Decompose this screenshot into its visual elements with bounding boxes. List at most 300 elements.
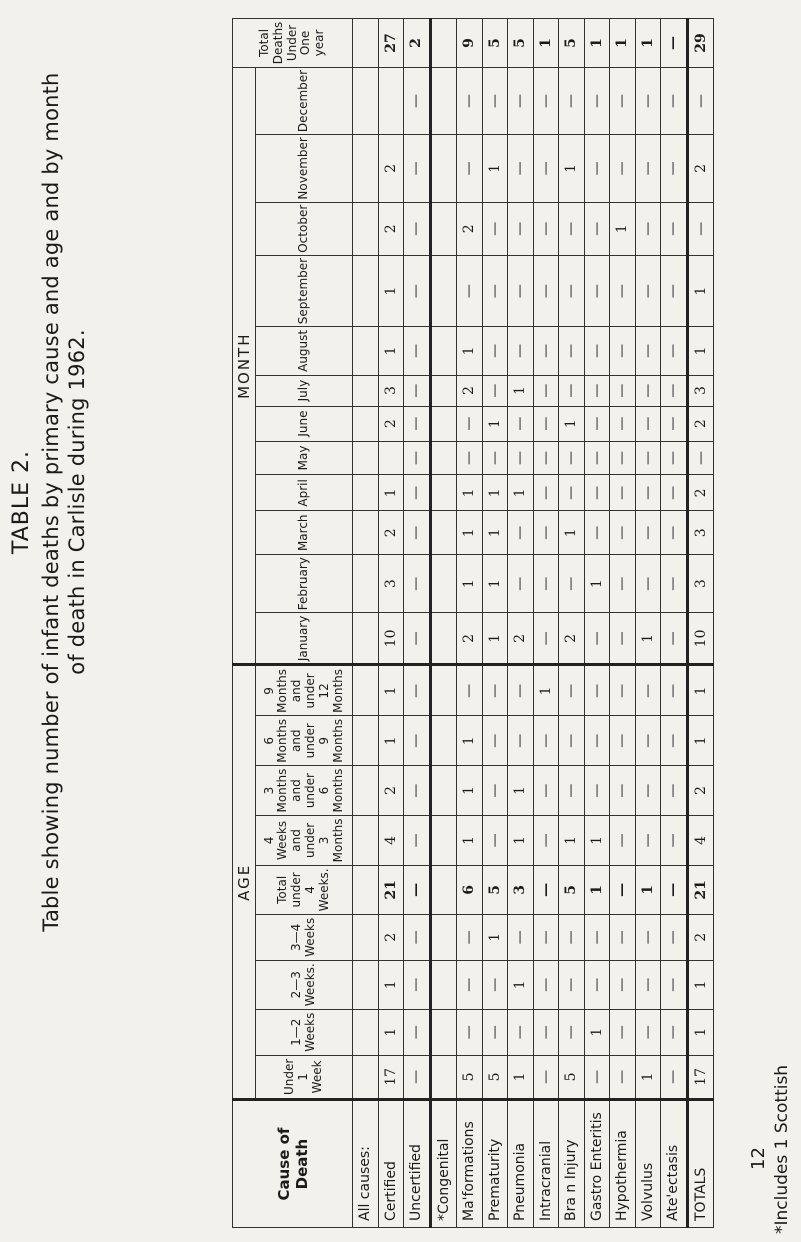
age-value-cell	[353, 816, 379, 866]
month-value-cell: —	[533, 327, 559, 375]
month-value-cell	[430, 613, 457, 665]
month-value-cell: 1	[508, 375, 534, 406]
age-column-header: 3—4 Weeks	[256, 914, 353, 960]
age-value-cell: —	[661, 1055, 688, 1100]
month-value-cell: —	[533, 555, 559, 613]
month-value-cell: 1	[482, 406, 508, 441]
total-value-cell	[430, 19, 457, 68]
column-header-row	[256, 19, 353, 1228]
age-value-cell: 1	[687, 665, 714, 716]
age-value-cell: —	[404, 816, 431, 866]
age-value-cell: —	[610, 1009, 636, 1055]
month-value-cell	[430, 135, 457, 202]
month-value-cell	[430, 511, 457, 555]
age-value-cell: —	[482, 816, 508, 866]
age-value-cell: 3	[508, 865, 534, 914]
month-value-cell: —	[635, 135, 661, 202]
age-column-header: 4 Weeks and under 3 Months	[256, 816, 353, 866]
age-value-cell: —	[559, 766, 585, 816]
age-value-cell: —	[661, 960, 688, 1009]
cause-header: Cause of Death	[233, 1100, 353, 1228]
age-value-cell: 1	[457, 716, 483, 766]
month-value-cell: —	[661, 475, 688, 511]
month-value-cell: —	[610, 511, 636, 555]
age-column-header: 9 Months and under 12 Months	[256, 665, 353, 716]
month-value-cell: —	[635, 67, 661, 134]
month-value-cell: —	[559, 441, 585, 475]
age-value-cell: 6	[457, 865, 483, 914]
footnote: *Includes 1 Scottish	[772, 1064, 792, 1234]
age-value-cell: 1	[584, 1009, 610, 1055]
age-value-cell	[353, 960, 379, 1009]
month-value-cell: —	[661, 67, 688, 134]
age-value-cell: —	[610, 716, 636, 766]
month-value-cell: —	[661, 327, 688, 375]
month-value-cell: —	[635, 406, 661, 441]
age-value-cell: —	[661, 1009, 688, 1055]
cause-cell: Ma'formations	[457, 1100, 483, 1228]
month-value-cell	[353, 67, 379, 134]
total-value-cell: —	[661, 19, 688, 68]
month-column-header: May	[256, 441, 353, 475]
month-value-cell: 1	[559, 406, 585, 441]
age-value-cell: —	[610, 865, 636, 914]
month-value-cell: —	[661, 375, 688, 406]
month-value-cell: —	[610, 327, 636, 375]
age-value-cell: 5	[482, 1055, 508, 1100]
cause-cell: All causes:	[353, 1100, 379, 1228]
month-value-cell: —	[404, 255, 431, 326]
age-value-cell: —	[404, 960, 431, 1009]
month-value-cell: 2	[457, 375, 483, 406]
age-value-cell: —	[661, 865, 688, 914]
age-value-cell: —	[533, 766, 559, 816]
age-value-cell: 17	[378, 1055, 404, 1100]
table-row	[404, 19, 431, 1228]
age-value-cell: 1	[378, 1009, 404, 1055]
month-value-cell	[353, 441, 379, 475]
age-value-cell: —	[457, 960, 483, 1009]
age-value-cell: 17	[687, 1055, 714, 1100]
age-value-cell: —	[533, 914, 559, 960]
month-value-cell: —	[584, 202, 610, 255]
cause-cell: Certified	[378, 1100, 404, 1228]
total-header: Total Deaths Under One year	[233, 19, 353, 68]
month-value-cell: 1	[482, 475, 508, 511]
month-value-cell: —	[559, 375, 585, 406]
age-value-cell: —	[559, 1009, 585, 1055]
age-column-header: 3 Months and under 6 Months	[256, 766, 353, 816]
month-value-cell: —	[404, 441, 431, 475]
age-value-cell	[353, 865, 379, 914]
month-value-cell: —	[635, 555, 661, 613]
month-column-header: December	[256, 67, 353, 134]
month-column-header: January	[256, 613, 353, 665]
month-value-cell: 3	[687, 511, 714, 555]
age-value-cell	[353, 766, 379, 816]
month-value-cell: 1	[457, 511, 483, 555]
month-value-cell	[378, 441, 404, 475]
month-value-cell: —	[584, 135, 610, 202]
age-value-cell: —	[508, 914, 534, 960]
month-value-cell: —	[508, 511, 534, 555]
month-value-cell: —	[533, 375, 559, 406]
age-value-cell: —	[482, 1009, 508, 1055]
age-value-cell: —	[584, 716, 610, 766]
age-value-cell: 2	[378, 766, 404, 816]
age-value-cell: —	[635, 914, 661, 960]
cause-cell: Hypothermia	[610, 1100, 636, 1228]
age-value-cell	[353, 665, 379, 716]
month-value-cell: —	[559, 255, 585, 326]
age-value-cell: 1	[635, 1055, 661, 1100]
age-value-cell	[430, 1055, 457, 1100]
table-caption	[8, 62, 90, 942]
month-value-cell	[353, 613, 379, 665]
month-value-cell	[430, 375, 457, 406]
month-value-cell: —	[635, 475, 661, 511]
month-value-cell: —	[610, 255, 636, 326]
table-row	[430, 19, 457, 1228]
age-value-cell: 1	[687, 1009, 714, 1055]
age-value-cell: —	[508, 716, 534, 766]
total-value-cell: 1	[610, 19, 636, 68]
age-value-cell: 2	[687, 914, 714, 960]
table-row	[559, 19, 585, 1228]
total-value-cell: 2	[404, 19, 431, 68]
month-value-cell: —	[457, 67, 483, 134]
month-value-cell: 1	[457, 327, 483, 375]
age-value-cell	[353, 1009, 379, 1055]
month-value-cell: —	[404, 406, 431, 441]
month-value-cell: —	[635, 441, 661, 475]
age-value-cell: —	[404, 766, 431, 816]
month-value-cell: —	[457, 441, 483, 475]
age-value-cell: 1	[482, 914, 508, 960]
month-value-cell: —	[661, 255, 688, 326]
age-value-cell: 1	[533, 665, 559, 716]
table-row	[533, 19, 559, 1228]
age-value-cell: 5	[559, 865, 585, 914]
month-value-cell: —	[635, 327, 661, 375]
month-value-cell: —	[635, 255, 661, 326]
month-value-cell: —	[404, 555, 431, 613]
month-group-header: MONTH	[233, 67, 256, 665]
month-value-cell: 2	[508, 613, 534, 665]
total-value-cell: 9	[457, 19, 483, 68]
age-value-cell: 1	[687, 960, 714, 1009]
month-value-cell: —	[533, 135, 559, 202]
month-value-cell: —	[584, 406, 610, 441]
cause-cell: Ate'ectasis	[661, 1100, 688, 1228]
month-value-cell: —	[584, 475, 610, 511]
age-value-cell: —	[508, 665, 534, 716]
month-value-cell: 10	[687, 613, 714, 665]
infant-deaths-table	[232, 18, 714, 1228]
month-value-cell: —	[457, 406, 483, 441]
age-value-cell: 5	[559, 1055, 585, 1100]
month-value-cell: —	[610, 67, 636, 134]
month-value-cell: 2	[559, 613, 585, 665]
month-column-header: June	[256, 406, 353, 441]
age-value-cell: —	[661, 914, 688, 960]
month-value-cell: —	[584, 511, 610, 555]
age-value-cell: —	[482, 960, 508, 1009]
month-value-cell: 1	[610, 202, 636, 255]
age-value-cell: —	[533, 816, 559, 866]
month-value-cell: —	[635, 202, 661, 255]
age-value-cell: 1	[378, 960, 404, 1009]
month-value-cell	[430, 327, 457, 375]
month-value-cell: —	[661, 555, 688, 613]
age-value-cell: —	[482, 665, 508, 716]
cause-cell: Uncertified	[404, 1100, 431, 1228]
age-value-cell: 1	[584, 865, 610, 914]
table-row	[661, 19, 688, 1228]
age-value-cell: 2	[378, 914, 404, 960]
age-value-cell: 1	[559, 816, 585, 866]
month-value-cell: —	[457, 135, 483, 202]
month-value-cell: 1	[482, 511, 508, 555]
month-value-cell: 2	[457, 202, 483, 255]
month-value-cell: —	[635, 511, 661, 555]
month-value-cell: 2	[687, 135, 714, 202]
month-column-header: March	[256, 511, 353, 555]
age-value-cell: —	[404, 1055, 431, 1100]
age-value-cell: —	[533, 960, 559, 1009]
month-value-cell: —	[610, 475, 636, 511]
age-value-cell: 4	[378, 816, 404, 866]
month-value-cell: —	[661, 511, 688, 555]
age-value-cell: —	[404, 865, 431, 914]
month-value-cell: 1	[482, 135, 508, 202]
age-value-cell: —	[610, 914, 636, 960]
month-value-cell: —	[533, 613, 559, 665]
month-value-cell: 1	[378, 327, 404, 375]
table-number: TABLE 2.	[9, 450, 34, 555]
month-value-cell: 2	[687, 475, 714, 511]
month-value-cell: —	[404, 613, 431, 665]
total-value-cell: 5	[559, 19, 585, 68]
month-value-cell	[353, 255, 379, 326]
month-value-cell: —	[533, 441, 559, 475]
month-value-cell: 2	[378, 511, 404, 555]
month-value-cell: —	[610, 375, 636, 406]
table-row	[457, 19, 483, 1228]
month-value-cell: 1	[508, 475, 534, 511]
cause-cell: *Congenital	[430, 1100, 457, 1228]
age-value-cell: —	[482, 716, 508, 766]
month-value-cell: 3	[687, 555, 714, 613]
month-column-header: April	[256, 475, 353, 511]
month-column-header: February	[256, 555, 353, 613]
total-value-cell: 1	[635, 19, 661, 68]
month-value-cell: —	[635, 375, 661, 406]
age-value-cell: —	[404, 914, 431, 960]
month-value-cell: —	[559, 202, 585, 255]
month-value-cell: —	[404, 511, 431, 555]
month-value-cell	[430, 441, 457, 475]
month-value-cell: —	[508, 555, 534, 613]
month-value-cell: 1	[457, 555, 483, 613]
month-value-cell: —	[584, 67, 610, 134]
month-value-cell: —	[533, 67, 559, 134]
age-value-cell: 1	[508, 766, 534, 816]
month-value-cell: —	[404, 135, 431, 202]
age-value-cell: —	[533, 1055, 559, 1100]
table-row	[353, 19, 379, 1228]
month-value-cell: —	[404, 327, 431, 375]
month-value-cell: 1	[378, 255, 404, 326]
age-value-cell: 1	[457, 816, 483, 866]
age-value-cell: 1	[378, 716, 404, 766]
age-value-cell: —	[584, 914, 610, 960]
total-value-cell: 5	[508, 19, 534, 68]
month-value-cell: 1	[635, 613, 661, 665]
table-row	[635, 19, 661, 1228]
month-value-cell: —	[661, 406, 688, 441]
age-value-cell: —	[559, 914, 585, 960]
age-value-cell: —	[482, 766, 508, 816]
month-value-cell	[353, 406, 379, 441]
age-value-cell: —	[610, 766, 636, 816]
cause-cell: TOTALS	[687, 1100, 714, 1228]
age-value-cell: —	[635, 665, 661, 716]
age-value-cell: 1	[584, 816, 610, 866]
cause-cell: Prematurity	[482, 1100, 508, 1228]
age-value-cell	[430, 716, 457, 766]
age-column-header: 1—2 Weeks	[256, 1009, 353, 1055]
month-value-cell: —	[559, 555, 585, 613]
age-value-cell	[430, 914, 457, 960]
total-value-cell: 5	[482, 19, 508, 68]
month-value-cell: —	[482, 255, 508, 326]
month-value-cell: —	[482, 327, 508, 375]
age-value-cell: —	[661, 766, 688, 816]
age-value-cell: 2	[687, 766, 714, 816]
cause-cell: Gastro Enteritis	[584, 1100, 610, 1228]
total-value-cell: 1	[584, 19, 610, 68]
month-value-cell: 1	[687, 255, 714, 326]
month-value-cell	[353, 202, 379, 255]
month-value-cell: 1	[378, 475, 404, 511]
age-value-cell: —	[559, 716, 585, 766]
month-value-cell: —	[508, 255, 534, 326]
month-value-cell: 2	[378, 202, 404, 255]
age-value-cell	[430, 766, 457, 816]
age-value-cell: —	[533, 865, 559, 914]
month-value-cell: 10	[378, 613, 404, 665]
age-value-cell: 5	[457, 1055, 483, 1100]
month-value-cell: —	[508, 202, 534, 255]
age-value-cell: —	[457, 665, 483, 716]
month-value-cell: —	[508, 67, 534, 134]
age-value-cell	[430, 665, 457, 716]
month-value-cell: —	[533, 202, 559, 255]
month-value-cell: —	[508, 406, 534, 441]
age-value-cell: —	[635, 816, 661, 866]
age-value-cell: 4	[687, 816, 714, 866]
month-value-cell: —	[584, 375, 610, 406]
month-value-cell	[353, 555, 379, 613]
month-value-cell: —	[482, 375, 508, 406]
month-value-cell: 3	[378, 555, 404, 613]
month-value-cell	[430, 202, 457, 255]
month-value-cell: —	[584, 613, 610, 665]
month-value-cell	[430, 406, 457, 441]
month-value-cell: —	[687, 441, 714, 475]
month-value-cell: 3	[687, 375, 714, 406]
age-value-cell: 21	[687, 865, 714, 914]
month-column-header: September	[256, 255, 353, 326]
month-column-header: October	[256, 202, 353, 255]
cause-cell: Pneumonia	[508, 1100, 534, 1228]
month-value-cell: —	[610, 406, 636, 441]
month-value-cell: 1	[482, 613, 508, 665]
total-value-cell: 27	[378, 19, 404, 68]
month-value-cell: 2	[457, 613, 483, 665]
age-value-cell: 1	[457, 766, 483, 816]
month-value-cell: —	[482, 202, 508, 255]
total-value-cell: 1	[533, 19, 559, 68]
month-value-cell: —	[559, 327, 585, 375]
month-value-cell: —	[687, 202, 714, 255]
month-value-cell	[353, 135, 379, 202]
month-value-cell: —	[404, 202, 431, 255]
month-column-header: August	[256, 327, 353, 375]
age-value-cell	[430, 960, 457, 1009]
month-value-cell: —	[533, 255, 559, 326]
age-column-header: Under 1 Week	[256, 1055, 353, 1100]
month-value-cell: —	[404, 375, 431, 406]
month-value-cell: —	[610, 441, 636, 475]
age-value-cell: —	[610, 1055, 636, 1100]
month-value-cell: —	[584, 255, 610, 326]
month-column-header: July	[256, 375, 353, 406]
month-value-cell: 1	[559, 511, 585, 555]
table-row	[610, 19, 636, 1228]
age-column-header: 2—3 Weeks.	[256, 960, 353, 1009]
cause-cell: Volvulus	[635, 1100, 661, 1228]
month-value-cell: —	[508, 441, 534, 475]
page-number: 12	[748, 1147, 769, 1170]
month-value-cell	[430, 555, 457, 613]
month-value-cell: 2	[687, 406, 714, 441]
total-value-cell: 29	[687, 19, 714, 68]
month-value-cell: —	[533, 511, 559, 555]
month-value-cell: —	[508, 135, 534, 202]
age-column-header: 6 Months and under 9 Months	[256, 716, 353, 766]
age-value-cell: —	[584, 1055, 610, 1100]
age-value-cell: —	[404, 716, 431, 766]
age-value-cell: —	[457, 914, 483, 960]
age-value-cell	[353, 1055, 379, 1100]
age-value-cell: 1	[508, 960, 534, 1009]
month-value-cell: 1	[457, 475, 483, 511]
month-value-cell: —	[584, 327, 610, 375]
age-value-cell: —	[610, 960, 636, 1009]
age-value-cell: 1	[508, 1055, 534, 1100]
age-value-cell: —	[635, 716, 661, 766]
month-value-cell: 1	[584, 555, 610, 613]
month-value-cell: —	[559, 475, 585, 511]
age-value-cell: 5	[482, 865, 508, 914]
age-value-cell: —	[533, 1009, 559, 1055]
month-value-cell: —	[661, 441, 688, 475]
table-row	[508, 19, 534, 1228]
month-value-cell: 2	[378, 406, 404, 441]
month-value-cell: —	[533, 406, 559, 441]
